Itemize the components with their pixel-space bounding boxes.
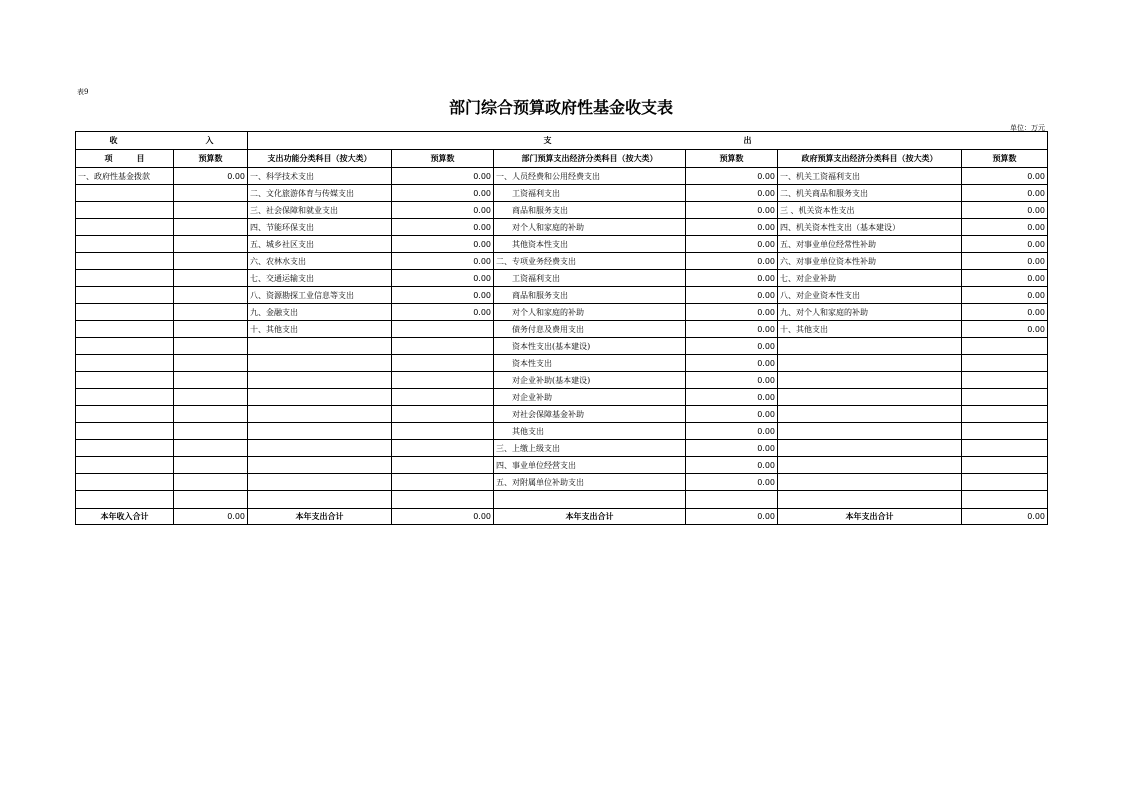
functional-item-cell: 七、交通运输支出 — [248, 270, 392, 287]
functional-item-cell — [248, 440, 392, 457]
functional-budget-cell — [392, 338, 494, 355]
gov-budget-cell: 0.00 — [962, 304, 1048, 321]
gov-economic-item-cell — [778, 338, 962, 355]
gov-economic-item-cell: 五、对事业单位经常性补助 — [778, 236, 962, 253]
gov-economic-item-cell — [778, 457, 962, 474]
income-item-cell — [76, 185, 174, 202]
dept-budget-cell: 0.00 — [686, 338, 778, 355]
col-header-functional-budget: 预算数 — [392, 150, 494, 168]
income-budget-cell — [174, 389, 248, 406]
dept-budget-cell: 0.00 — [686, 270, 778, 287]
dept-economic-item-cell: 资本性支出(基本建设) — [494, 338, 686, 355]
functional-item-cell — [248, 423, 392, 440]
dept-budget-cell: 0.00 — [686, 355, 778, 372]
income-item-cell — [76, 236, 174, 253]
functional-item-cell: 六、农林水支出 — [248, 253, 392, 270]
dept-budget-cell: 0.00 — [686, 236, 778, 253]
dept-budget-cell: 0.00 — [686, 457, 778, 474]
table-row — [76, 423, 1048, 440]
income-budget-cell — [174, 355, 248, 372]
income-item-cell — [76, 304, 174, 321]
page-title: 部门综合预算政府性基金收支表 — [448, 98, 673, 117]
dept-budget-cell: 0.00 — [686, 304, 778, 321]
functional-item-cell — [248, 355, 392, 372]
income-budget-cell — [174, 474, 248, 491]
expense-section-header: 支 出 — [248, 132, 1048, 150]
gov-economic-item-cell: 四、机关资本性支出（基本建设） — [778, 219, 962, 236]
income-item-cell — [76, 270, 174, 287]
dept-economic-item-cell: 工资福利支出 — [494, 270, 686, 287]
functional-budget-cell — [392, 423, 494, 440]
income-item-cell — [76, 321, 174, 338]
gov-economic-item-cell — [778, 389, 962, 406]
functional-budget-cell: 0.00 — [392, 236, 494, 253]
gov-economic-item-cell: 八、对企业资本性支出 — [778, 287, 962, 304]
dept-budget-cell: 0.00 — [686, 253, 778, 270]
dept-economic-item-cell: 资本性支出 — [494, 355, 686, 372]
income-item-cell — [76, 219, 174, 236]
col-header-dept-economic: 部门预算支出经济分类科目（按大类） — [494, 150, 686, 168]
gov-budget-cell — [962, 440, 1048, 457]
functional-item-cell — [248, 406, 392, 423]
income-item-cell — [76, 440, 174, 457]
functional-budget-cell: 0.00 — [392, 287, 494, 304]
income-item-cell — [76, 406, 174, 423]
gov-economic-item-cell: 七、对企业补助 — [778, 270, 962, 287]
functional-budget-cell — [392, 440, 494, 457]
gov-total-label: 本年支出合计 — [778, 509, 962, 525]
functional-item-cell: 八、资源勘探工业信息等支出 — [248, 287, 392, 304]
income-budget-cell — [174, 185, 248, 202]
table-row — [76, 321, 1048, 338]
income-budget-cell — [174, 236, 248, 253]
dept-economic-item-cell: 商品和服务支出 — [494, 202, 686, 219]
gov-budget-cell: 0.00 — [962, 321, 1048, 338]
dept-economic-item-cell: 对企业补助 — [494, 389, 686, 406]
section-header-row — [76, 132, 1048, 150]
table-row — [76, 440, 1048, 457]
col-header-income-budget: 预算数 — [174, 150, 248, 168]
dept-economic-item-cell: 对个人和家庭的补助 — [494, 304, 686, 321]
gov-budget-cell: 0.00 — [962, 270, 1048, 287]
income-item-cell — [76, 202, 174, 219]
income-budget-cell — [174, 202, 248, 219]
table-row — [76, 253, 1048, 270]
functional-budget-cell — [392, 457, 494, 474]
dept-budget-cell: 0.00 — [686, 372, 778, 389]
income-item-cell — [76, 253, 174, 270]
table-row — [76, 304, 1048, 321]
gov-economic-item-cell — [778, 440, 962, 457]
gov-economic-item-cell — [778, 355, 962, 372]
dept-economic-item-cell: 商品和服务支出 — [494, 287, 686, 304]
functional-item-cell — [248, 338, 392, 355]
table-row — [76, 219, 1048, 236]
dept-total-value: 0.00 — [686, 509, 778, 525]
empty-cell — [392, 491, 494, 509]
gov-budget-cell — [962, 406, 1048, 423]
functional-budget-cell — [392, 321, 494, 338]
dept-economic-item-cell: 工资福利支出 — [494, 185, 686, 202]
table-row — [76, 355, 1048, 372]
col-header-gov-economic: 政府预算支出经济分类科目（按大类） — [778, 150, 962, 168]
gov-budget-cell — [962, 372, 1048, 389]
dept-budget-cell: 0.00 — [686, 440, 778, 457]
functional-budget-cell — [392, 355, 494, 372]
dept-budget-cell: 0.00 — [686, 474, 778, 491]
empty-cell — [248, 491, 392, 509]
table-row — [76, 168, 1048, 185]
income-item-cell — [76, 372, 174, 389]
income-total-label: 本年收入合计 — [76, 509, 174, 525]
table-row — [76, 338, 1048, 355]
sheet-tag: 表9 — [77, 88, 89, 96]
dept-economic-item-cell: 对企业补助(基本建设) — [494, 372, 686, 389]
gov-budget-cell: 0.00 — [962, 168, 1048, 185]
income-budget-cell — [174, 423, 248, 440]
table-row — [76, 457, 1048, 474]
table-row — [76, 474, 1048, 491]
functional-item-cell — [248, 372, 392, 389]
income-budget-cell — [174, 406, 248, 423]
functional-total-label: 本年支出合计 — [248, 509, 392, 525]
gov-economic-item-cell — [778, 372, 962, 389]
functional-item-cell: 三、社会保障和就业支出 — [248, 202, 392, 219]
gov-total-value: 0.00 — [962, 509, 1048, 525]
income-budget-cell — [174, 253, 248, 270]
dept-economic-item-cell: 一、人员经费和公用经费支出 — [494, 168, 686, 185]
dept-budget-cell: 0.00 — [686, 389, 778, 406]
functional-budget-cell: 0.00 — [392, 168, 494, 185]
income-item-cell: 一、政府性基金拨款 — [76, 168, 174, 185]
col-header-item: 项 目 — [76, 150, 174, 168]
functional-item-cell — [248, 457, 392, 474]
functional-item-cell: 十、其他支出 — [248, 321, 392, 338]
income-item-cell — [76, 355, 174, 372]
functional-item-cell: 二、文化旅游体育与传媒支出 — [248, 185, 392, 202]
dept-economic-item-cell: 其他资本性支出 — [494, 236, 686, 253]
functional-budget-cell: 0.00 — [392, 202, 494, 219]
functional-budget-cell — [392, 389, 494, 406]
dept-economic-item-cell: 对个人和家庭的补助 — [494, 219, 686, 236]
functional-budget-cell — [392, 406, 494, 423]
functional-budget-cell: 0.00 — [392, 270, 494, 287]
dept-budget-cell: 0.00 — [686, 423, 778, 440]
table-row — [76, 389, 1048, 406]
dept-economic-item-cell: 二、专项业务经费支出 — [494, 253, 686, 270]
gov-economic-item-cell — [778, 474, 962, 491]
dept-economic-item-cell: 其他支出 — [494, 423, 686, 440]
functional-item-cell: 九、金融支出 — [248, 304, 392, 321]
gov-economic-item-cell: 六、对事业单位资本性补助 — [778, 253, 962, 270]
income-item-cell — [76, 423, 174, 440]
gov-budget-cell — [962, 474, 1048, 491]
gov-economic-item-cell: 一、机关工资福利支出 — [778, 168, 962, 185]
gov-economic-item-cell: 三 、机关资本性支出 — [778, 202, 962, 219]
income-budget-cell — [174, 321, 248, 338]
gov-economic-item-cell: 九、对个人和家庭的补助 — [778, 304, 962, 321]
gov-budget-cell — [962, 457, 1048, 474]
gov-budget-cell — [962, 423, 1048, 440]
empty-cell — [686, 491, 778, 509]
gov-economic-item-cell: 十、其他支出 — [778, 321, 962, 338]
income-budget-cell: 0.00 — [174, 168, 248, 185]
dept-budget-cell: 0.00 — [686, 185, 778, 202]
empty-cell — [494, 491, 686, 509]
gov-budget-cell: 0.00 — [962, 219, 1048, 236]
col-header-functional: 支出功能分类科目（按大类） — [248, 150, 392, 168]
gov-budget-cell: 0.00 — [962, 185, 1048, 202]
income-budget-cell — [174, 270, 248, 287]
dept-budget-cell: 0.00 — [686, 287, 778, 304]
dept-budget-cell: 0.00 — [686, 219, 778, 236]
income-item-cell — [76, 338, 174, 355]
gov-economic-item-cell — [778, 406, 962, 423]
empty-cell — [778, 491, 962, 509]
functional-budget-cell: 0.00 — [392, 304, 494, 321]
income-budget-cell — [174, 304, 248, 321]
income-item-cell — [76, 287, 174, 304]
income-budget-cell — [174, 219, 248, 236]
empty-cell — [174, 491, 248, 509]
budget-table — [75, 131, 1048, 525]
gov-budget-cell — [962, 389, 1048, 406]
col-header-dept-budget: 预算数 — [686, 150, 778, 168]
table-row — [76, 287, 1048, 304]
dept-economic-item-cell: 三、上缴上级支出 — [494, 440, 686, 457]
table-row — [76, 270, 1048, 287]
gov-budget-cell: 0.00 — [962, 236, 1048, 253]
gov-budget-cell — [962, 338, 1048, 355]
gov-economic-item-cell: 二、机关商品和服务支出 — [778, 185, 962, 202]
functional-budget-cell: 0.00 — [392, 185, 494, 202]
dept-economic-item-cell: 四、事业单位经营支出 — [494, 457, 686, 474]
table-row — [76, 202, 1048, 219]
functional-item-cell: 一、科学技术支出 — [248, 168, 392, 185]
functional-item-cell: 四、节能环保支出 — [248, 219, 392, 236]
income-budget-cell — [174, 338, 248, 355]
income-budget-cell — [174, 372, 248, 389]
income-budget-cell — [174, 457, 248, 474]
gov-budget-cell: 0.00 — [962, 253, 1048, 270]
table-row — [76, 236, 1048, 253]
dept-economic-item-cell: 五、对附属单位补助支出 — [494, 474, 686, 491]
functional-budget-cell: 0.00 — [392, 253, 494, 270]
col-header-gov-budget: 预算数 — [962, 150, 1048, 168]
empty-cell — [76, 491, 174, 509]
functional-budget-cell — [392, 474, 494, 491]
unit-label: 单位：万元 — [1010, 124, 1045, 132]
income-item-cell — [76, 457, 174, 474]
functional-item-cell — [248, 389, 392, 406]
dept-budget-cell: 0.00 — [686, 168, 778, 185]
dept-economic-item-cell: 对社会保障基金补助 — [494, 406, 686, 423]
income-item-cell — [76, 474, 174, 491]
income-budget-cell — [174, 287, 248, 304]
totals-row — [76, 509, 1048, 525]
gov-budget-cell: 0.00 — [962, 287, 1048, 304]
table-row — [76, 185, 1048, 202]
gov-budget-cell: 0.00 — [962, 202, 1048, 219]
gov-economic-item-cell — [778, 423, 962, 440]
dept-economic-item-cell: 债务付息及费用支出 — [494, 321, 686, 338]
functional-item-cell: 五、城乡社区支出 — [248, 236, 392, 253]
table-row — [76, 372, 1048, 389]
blank-row — [76, 491, 1048, 509]
functional-budget-cell: 0.00 — [392, 219, 494, 236]
empty-cell — [962, 491, 1048, 509]
column-header-row — [76, 150, 1048, 168]
dept-budget-cell: 0.00 — [686, 202, 778, 219]
dept-budget-cell: 0.00 — [686, 321, 778, 338]
income-section-header: 收 入 — [76, 132, 248, 150]
income-item-cell — [76, 389, 174, 406]
functional-budget-cell — [392, 372, 494, 389]
income-total-value: 0.00 — [174, 509, 248, 525]
table-row — [76, 406, 1048, 423]
dept-total-label: 本年支出合计 — [494, 509, 686, 525]
dept-budget-cell: 0.00 — [686, 406, 778, 423]
functional-total-value: 0.00 — [392, 509, 494, 525]
functional-item-cell — [248, 474, 392, 491]
income-budget-cell — [174, 440, 248, 457]
gov-budget-cell — [962, 355, 1048, 372]
